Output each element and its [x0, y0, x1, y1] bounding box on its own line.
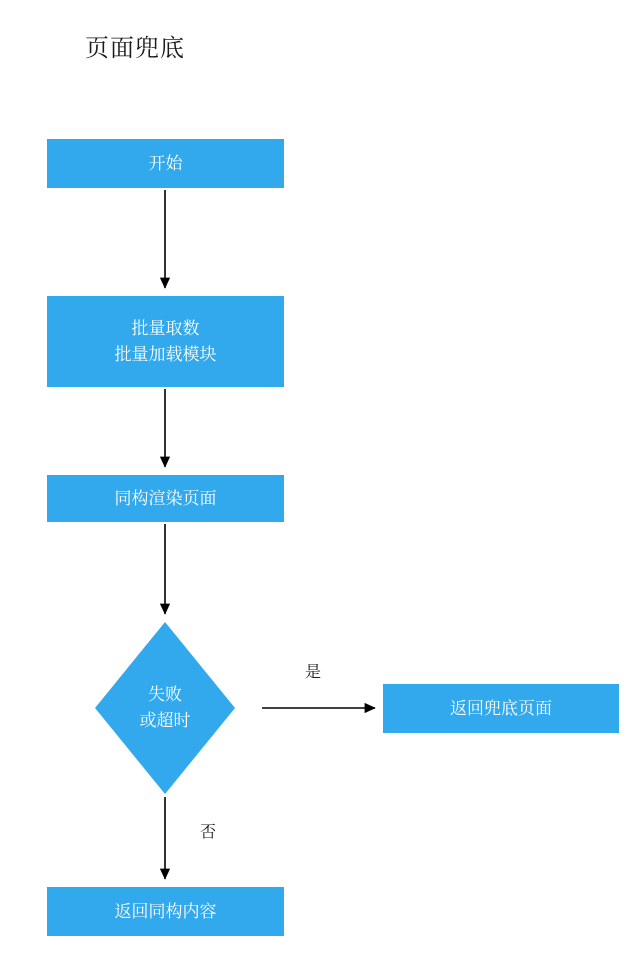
node-start — [47, 139, 284, 188]
node-fallback-label: 返回兜底页面 — [450, 698, 552, 718]
node-start-label: 开始 — [148, 153, 183, 173]
node-batch-label-line1: 批量取数 — [131, 318, 200, 338]
page-title: 页面兜底 — [85, 35, 185, 62]
node-batch-load — [47, 296, 284, 387]
diamond-label — [95, 622, 235, 794]
node-return-label: 返回同构内容 — [114, 901, 217, 921]
node-batch-label-line2: 批量加载模块 — [114, 344, 217, 364]
node-decision-label-line2: 或超时 — [139, 711, 191, 730]
node-return-isomorphic-content — [47, 887, 284, 936]
node-isomorphic-render — [47, 475, 284, 522]
node-decision-label-line1: 失败 — [148, 685, 182, 704]
node-render-label: 同构渲染页面 — [114, 488, 217, 508]
edge-label-yes: 是 — [305, 664, 322, 681]
node-return-fallback-page — [383, 684, 619, 733]
node-decision-fail-or-timeout — [95, 622, 235, 794]
edge-label-no: 否 — [200, 824, 217, 841]
